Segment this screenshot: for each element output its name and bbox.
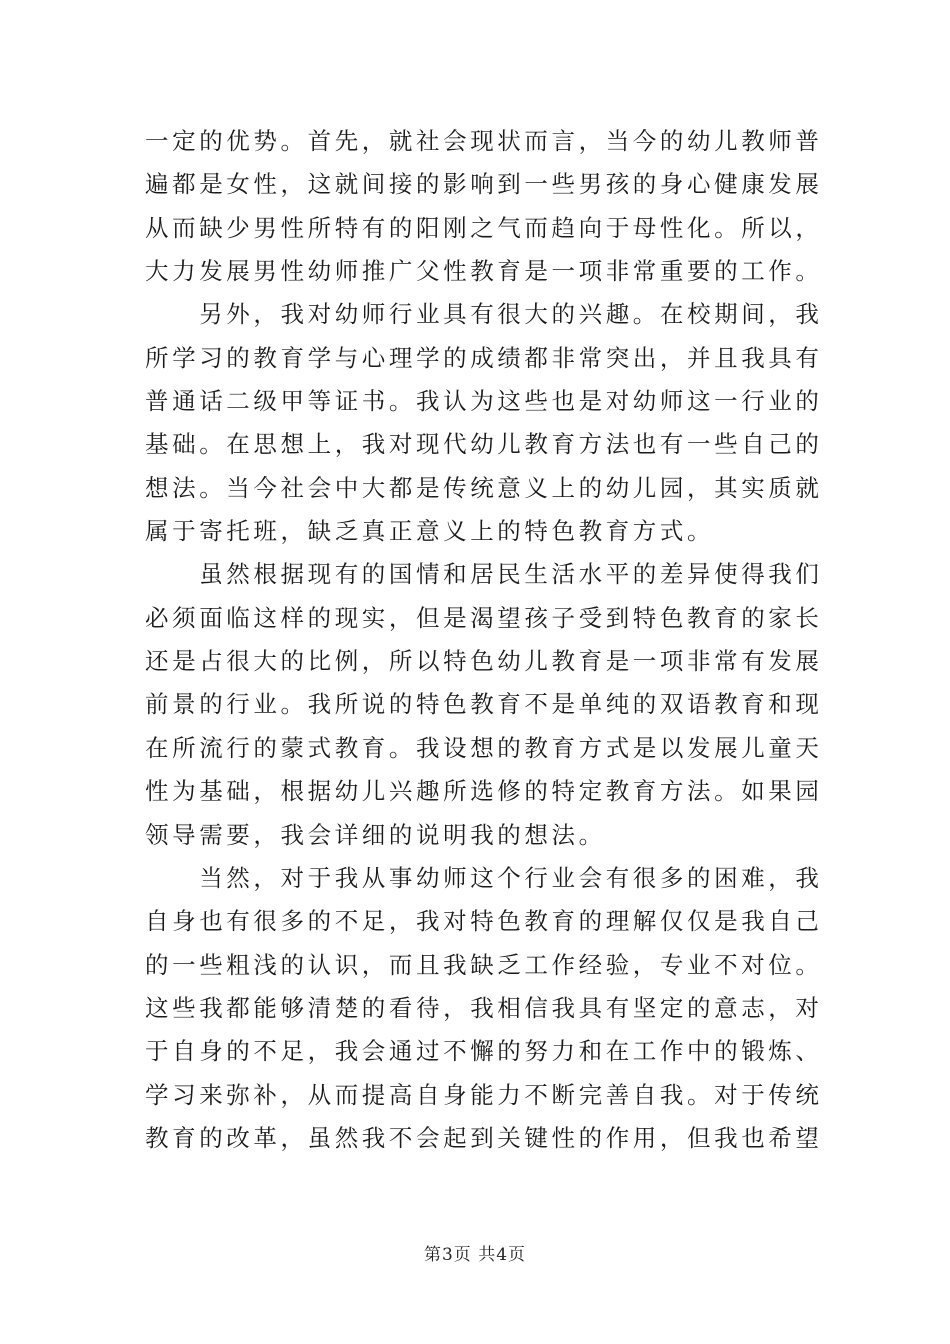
text-line: 一定的优势。首先，就社会现状而言，当今的幼儿教师普 bbox=[145, 127, 823, 155]
text-line: 教育的改革，虽然我不会起到关键性的作用，但我也希望 bbox=[145, 1123, 823, 1152]
text-line: 当然，对于我从事幼师这个行业会有很多的困难，我 bbox=[145, 863, 823, 892]
text-line: 必须面临这样的现实，但是渴望孩子受到特色教育的家长 bbox=[145, 603, 823, 632]
text-line: 基础。在思想上，我对现代幼儿教育方法也有一些自己的 bbox=[145, 430, 823, 459]
text-line: 这些我都能够清楚的看待，我相信我具有坚定的意志，对 bbox=[145, 993, 823, 1022]
text-line: 虽然根据现有的国情和居民生活水平的差异使得我们 bbox=[145, 560, 823, 589]
text-line: 学习来弥补，从而提高自身能力不断完善自我。对于传统 bbox=[145, 1080, 823, 1109]
text-line: 从而缺少男性所特有的阳刚之气而趋向于母性化。所以， bbox=[145, 213, 823, 242]
text-line: 另外，我对幼师行业具有很大的兴趣。在校期间，我 bbox=[145, 300, 823, 329]
text-line: 于自身的不足，我会通过不懈的努力和在工作中的锻炼、 bbox=[145, 1037, 823, 1066]
body-text bbox=[145, 120, 823, 1160]
text-line: 还是占很大的比例，所以特色幼儿教育是一项非常有发展 bbox=[145, 647, 823, 676]
text-line: 想法。当今社会中大都是传统意义上的幼儿园，其实质就 bbox=[145, 473, 823, 502]
text-line: 普通话二级甲等证书。我认为这些也是对幼师这一行业的 bbox=[145, 387, 823, 416]
page-number-footer: 第3页 共4页 bbox=[423, 1245, 527, 1265]
text-line: 所学习的教育学与心理学的成绩都非常突出，并且我具有 bbox=[145, 343, 823, 372]
text-line: 属于寄托班，缺乏真正意义上的特色教育方式。 bbox=[145, 517, 715, 546]
text-line: 大力发展男性幼师推广父性教育是一项非常重要的工作。 bbox=[145, 257, 823, 286]
text-line: 遍都是女性，这就间接的影响到一些男孩的身心健康发展 bbox=[145, 170, 823, 199]
text-line: 性为基础，根据幼儿兴趣所选修的特定教育方法。如果园 bbox=[145, 777, 823, 806]
text-line: 前景的行业。我所说的特色教育不是单纯的双语教育和现 bbox=[145, 690, 823, 719]
text-line: 领导需要，我会详细的说明我的想法。 bbox=[145, 820, 606, 849]
text-line: 的一些粗浅的认识，而且我缺乏工作经验，专业不对位。 bbox=[145, 950, 823, 979]
text-line: 自身也有很多的不足，我对特色教育的理解仅仅是我自己 bbox=[145, 907, 823, 936]
text-line: 在所流行的蒙式教育。我设想的教育方式是以发展儿童天 bbox=[145, 733, 823, 762]
